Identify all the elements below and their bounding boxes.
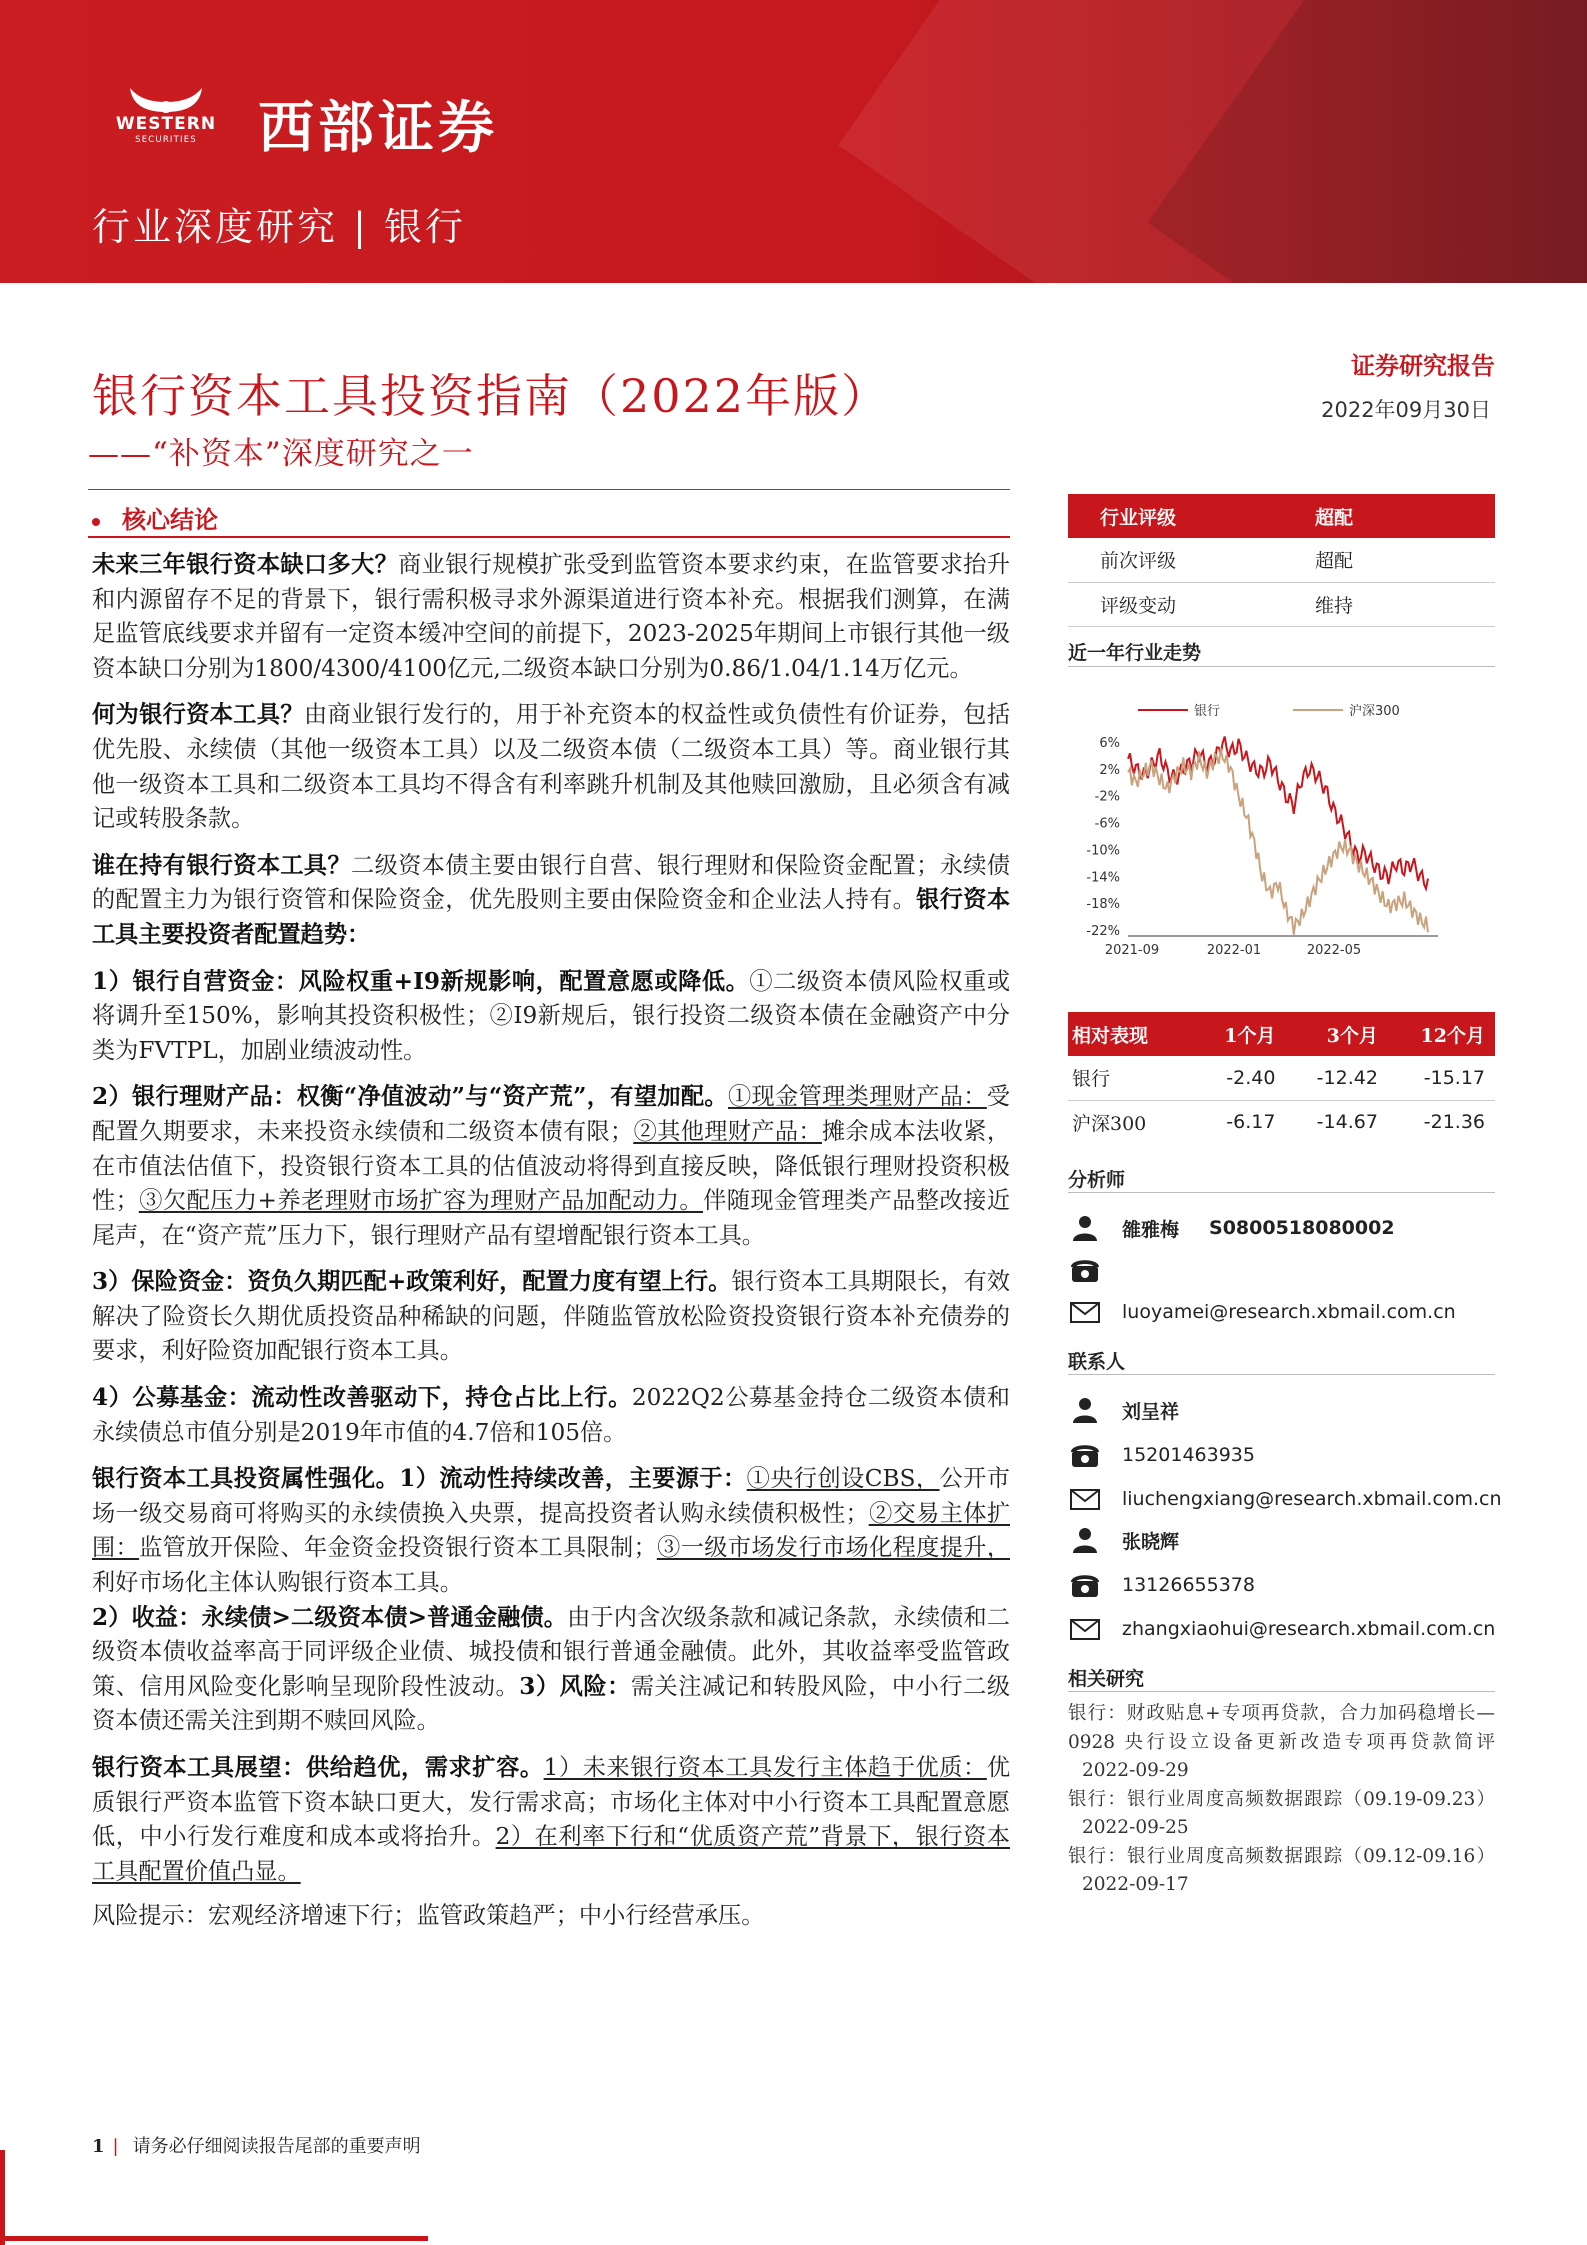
paragraph-investment-attributes: 银行资本工具投资属性强化。1）流动性持续改善，主要源于：①央行创设CBS，公开市场一级交易商可将购买的永续债换入央票，提高投资者认购永续债积极性；②交易主体扩围：监管放开保险、年金资金投资银行资本工具限制；③一级市场发行市场化程度提升，利好市场化主体认购银行资本工具。 2）收益：永续债>二级资本债>普通金融债。由于内含次级条款和减记条款，永续债和二级资本债收益率高于同评级企业债、城投债和银行普通金融债。此外，其收益率受监管政策、信用风险变化影响呈现阶段性波动。3）风险：需关注减记和转股风险，中小行二级资本债还需关注到期不赎回风险。 [92, 1465, 1011, 1735]
related-research-title: 相关研究 [1068, 1668, 1145, 1690]
industry-trend-chart [1068, 690, 1495, 960]
footer-decoration [0, 2150, 5, 2245]
logo-text-cn: 西部证券 [258, 96, 498, 161]
related-item[interactable]: 银行：银行业周度高频数据跟踪（09.19-09.23）2022-09-25 [1068, 1788, 1495, 1838]
related-item[interactable]: 银行：财政贴息+专项再贷款，合力加码稳增长—0928 央行设立设备更新改造专项再贷款简评2022-09-29 [1068, 1703, 1495, 1781]
analyst-email-row [1068, 1292, 1456, 1332]
relative-performance-table [1068, 1012, 1495, 1144]
risk-warning: 风险提示：宏观经济增速下行；监管政策趋严；中小行经营承压。 [92, 1902, 765, 1930]
logo-text-en: WESTERN [115, 114, 217, 134]
contact-phone-row [1068, 1565, 1255, 1605]
rating-table [1068, 494, 1495, 627]
rating-row: 前次评级 超配 [1068, 538, 1495, 582]
rating-row: 行业评级 超配 [1068, 494, 1495, 538]
report-title: 银行资本工具投资指南（2022年版） [92, 369, 890, 423]
header-banner [0, 0, 1587, 283]
person-icon [1068, 1395, 1102, 1425]
x-tick-label: 2022-05 [1306, 943, 1362, 958]
paragraph-mutual-funds: 4）公募基金：流动性改善驱动下，持仓占比上行。2022Q2公募基金持仓二级资本债和永续债总市值分别是2019年市值的4.7倍和105倍。 [92, 1384, 1010, 1446]
table-row: 银行 -2.40 -12.42 -15.17 [1068, 1056, 1495, 1100]
y-tick-label: -2% [1094, 789, 1120, 805]
contact-phone: 15201463935 [1122, 1444, 1255, 1466]
divider [88, 536, 1010, 538]
contact-email[interactable]: liuchengxiang@research.xbmail.com.cn [1122, 1488, 1502, 1510]
page-number: 1 [92, 2136, 105, 2157]
related-item[interactable]: 银行：银行业周度高频数据跟踪（09.12-09.16）2022-09-17 [1068, 1845, 1495, 1895]
contact-email[interactable]: zhangxiaohui@research.xbmail.com.cn [1122, 1618, 1496, 1640]
analyst-email[interactable]: luoyamei@research.xbmail.com.cn [1122, 1301, 1456, 1323]
contact-email-row [1068, 1479, 1502, 1519]
table-row: 沪深300 -6.17 -14.67 -21.36 [1072, 1111, 1485, 1135]
person-icon [1068, 1213, 1102, 1243]
report-type: 证券研究报告 [1351, 351, 1495, 380]
logo-subtext-en: SECURITIES [135, 135, 197, 145]
phone-icon [1068, 1255, 1102, 1285]
contact-row [1068, 1390, 1209, 1430]
footer-decoration [0, 2236, 428, 2241]
series-line-bank [1128, 737, 1428, 889]
report-date: 2022年09月30日 [1321, 398, 1491, 422]
core-conclusion-heading [92, 500, 218, 535]
trend-title: 近一年行业走势 [1068, 642, 1202, 664]
report-subtitle: ——“补资本”深度研究之一 [88, 436, 474, 472]
analyst-phone-row [1068, 1250, 1122, 1290]
divider [1068, 666, 1495, 667]
report-section: 行业深度研究 | 银行 [92, 205, 466, 249]
core-heading-text: 核心结论 [122, 505, 218, 534]
main-body [92, 548, 1010, 1946]
analyst-row [1068, 1208, 1395, 1248]
analyst-name: 雒雅梅 [1122, 1218, 1180, 1241]
phone-icon [1068, 1440, 1102, 1470]
paragraph-outlook: 银行资本工具展望：供给趋优，需求扩容。1）未来银行资本工具发行主体趋于优质：优质银行严资本监管下资本缺口更大，发行需求高；市场化主体对中小行资本工具配置意愿低，中小行发行难度和成本或将抬升。2）在利率下行和“优质资产荒”背景下，银行资本工具配置价值凸显。 [92, 1754, 1010, 1885]
email-icon [1068, 1484, 1102, 1514]
legend-label: 银行 [1194, 704, 1221, 719]
x-tick-label: 2021-09 [1104, 943, 1160, 958]
page-footer [92, 2132, 421, 2158]
contact-title: 联系人 [1068, 1351, 1126, 1373]
y-tick-label: -6% [1094, 816, 1120, 832]
paragraph-bank-proprietary: 1）银行自营资金：风险权重+I9新规影响，配置意愿或降低。①二级资本债风险权重或将调升至150%，影响其投资积极性；②I9新规后，银行投资二级资本债在金融资产中分类为FVTPL，加剧业绩波动性。 [92, 967, 1011, 1064]
contact-name: 刘呈祥 [1122, 1400, 1180, 1423]
y-tick-label: 2% [1099, 762, 1120, 778]
y-tick-label: -22% [1086, 924, 1120, 939]
paragraph-who-holds: 谁在持有银行资本工具？二级资本债主要由银行自营、银行理财和保险资金配置；永续债的配置主力为银行资管和保险资金，优先股则主要由保险资金和企业法人持有。银行资本工具主要投资者配置趋势： [92, 851, 1011, 948]
divider [1068, 1374, 1495, 1375]
email-icon [1068, 1297, 1102, 1327]
footer-note: 请务必仔细阅读报告尾部的重要声明 [132, 2136, 421, 2157]
divider [1068, 1691, 1495, 1692]
person-icon [1068, 1525, 1102, 1555]
legend-label: 沪深300 [1349, 704, 1400, 719]
y-tick-label: -18% [1086, 897, 1120, 913]
divider [88, 489, 1010, 490]
y-tick-label: 6% [1099, 736, 1120, 751]
y-tick-label: -10% [1086, 843, 1120, 859]
rating-panel [1068, 494, 1495, 627]
x-tick-label: 2022-01 [1206, 943, 1262, 958]
paragraph-insurance: 3）保险资金：资负久期匹配+政策利好，配置力度有望上行。银行资本工具期限长，有效解决了险资长久期优质投资品种稀缺的问题，伴随监管放松险资投资银行资本补充债券的要求，利好险资加配银行资本工具。 [92, 1268, 1011, 1365]
table-header-row: 相对表现 1个月 3个月 12个月 [1068, 1012, 1495, 1056]
contact-phone-row [1068, 1435, 1255, 1475]
western-securities-logo-icon [100, 80, 232, 146]
contact-phone: 13126655378 [1122, 1574, 1255, 1596]
analyst-cert: S0800518080002 [1209, 1217, 1395, 1239]
contact-email-row [1068, 1609, 1495, 1649]
paragraph-capital-gap: 未来三年银行资本缺口多大？商业银行规模扩张受到监管资本要求约束，在监管要求抬升和内源留存不足的背景下，银行需积极寻求外源渠道进行资本补充。根据我们测算，在满足监管底线要求并留有一定资本缓冲空间的前提下，2023-2025年期间上市银行其他一级资本缺口分别为1800/4300/4100亿元,二级资本缺口分别为0.86/1.04/1.14万亿元。 [92, 551, 1011, 682]
analyst-title: 分析师 [1068, 1169, 1126, 1191]
divider [1068, 1192, 1495, 1193]
contact-name: 张晓辉 [1122, 1530, 1180, 1553]
paragraph-what-is-capital-tool: 何为银行资本工具？由商业银行发行的，用于补充资本的权益性或负债性有价证券，包括优先股、永续债（其他一级资本工具）以及二级资本债（二级资本工具）等。商业银行其他一级资本工具和二级资本工具均不得含有利率跳升机制及其他赎回激励，且必须含有减记或转股条款。 [92, 701, 1011, 833]
footer-separator: | [112, 2136, 119, 2157]
related-research-list [1068, 1700, 1495, 1900]
paragraph-wealth-management: 2）银行理财产品：权衡“净值波动”与“资产荒”，有望加配。①现金管理类理财产品：受配置久期要求，未来投资永续债和二级资本债有限；②其他理财产品：摊余成本法收紧，在市值法估值下，投资银行资本工具的估值波动将得到直接反映，降低银行理财投资积极性；③欠配压力+养老理财市场扩容为理财产品加配动力。伴随现金管理类产品整改接近尾声，在“资产荒”压力下，银行理财产品有望增配银行资本工具。 [92, 1083, 1011, 1249]
phone-icon [1068, 1570, 1102, 1600]
email-icon [1068, 1614, 1102, 1644]
y-tick-label: -14% [1086, 870, 1120, 886]
bullet-icon [92, 518, 100, 526]
contact-row [1068, 1520, 1209, 1560]
rating-row: 评级变动 维持 [1068, 582, 1495, 626]
